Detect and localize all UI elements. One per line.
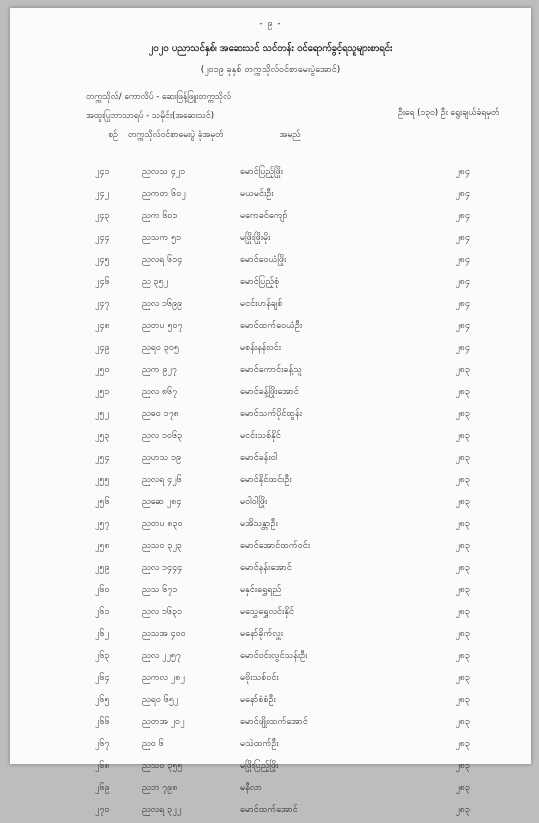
score: ၂၈၃ (455, 585, 470, 595)
row-number: ၂၆၇ (95, 739, 110, 749)
row-number: ၂၄၉ (95, 343, 110, 353)
roll-number: ညသ၀ ၃၂၃ (142, 541, 182, 551)
table-row (10, 603, 531, 625)
roll-number: ညတအ ၂၀၂ (142, 717, 185, 727)
row-number: ၂၅၅ (95, 475, 110, 485)
table-row (10, 691, 531, 713)
table-row (10, 383, 531, 405)
row-number: ၂၆၈ (95, 761, 110, 771)
roll-number: ညဓ၀ ၁၇၈ (142, 409, 179, 419)
student-name: မောင်အောင်ထက်ဝင်း (240, 541, 311, 551)
student-name: မဝါဝါဖြိုး (240, 497, 268, 507)
student-name: မောင်ဝေယံဖြိုး (240, 255, 287, 265)
student-name: မဖြိုးဖြိုးမိုး (240, 233, 271, 243)
row-number: ၂၄၄ (95, 233, 110, 243)
roll-number: ညရ၀ ၆၅၂ (142, 695, 179, 705)
score: ၂၈၃ (455, 475, 470, 485)
student-name: မောင်ပြည့်စုံ (240, 277, 280, 287)
row-number: ၂၆၃ (95, 651, 110, 661)
student-name: မကေခင်ကျော် (240, 211, 288, 221)
results-list (10, 163, 531, 823)
roll-number: ည ၃၅၂ (142, 277, 169, 287)
student-name: မောင်ကောင်းခန့်သူ (240, 365, 302, 375)
row-number: ၂၄၂ (95, 189, 109, 199)
student-name: မောင်နိုင်ထင်းဦး (240, 475, 292, 485)
row-number: ၂၆၉ (95, 783, 110, 793)
roll-number: ညလ ၁၀၆၃ (142, 431, 183, 441)
row-number: ၂၅၉ (95, 563, 110, 573)
score: ၂၈၄ (455, 211, 470, 221)
row-number: ၂၅၃ (95, 431, 110, 441)
score: ၂၈၃ (455, 453, 470, 463)
student-name: မောင်ခန်းဝါ (240, 453, 278, 463)
roll-number: ညလသ ၄၂၁ (142, 167, 186, 177)
table-row (10, 713, 531, 735)
roll-number: ညလရ ၆၁၄ (142, 255, 183, 265)
roll-column-header: တက္ကသိုလ်ဝင်စာမေးပွဲ ခုံအမှတ် (128, 130, 224, 140)
row-number: ၂၄၇ (95, 299, 110, 309)
table-row (10, 559, 531, 581)
roll-number: ညတပ ၅၀၇ (142, 321, 183, 331)
row-number: ၂၆၁ (95, 607, 110, 617)
score: ၂၈၃ (455, 387, 470, 397)
score: ၂၈၃ (455, 651, 470, 661)
student-name: မစန်းနန်းဝင်း (240, 343, 282, 353)
table-row (10, 537, 531, 559)
score: ၂၈၄ (455, 321, 470, 331)
score: ၂၈၃ (455, 805, 470, 815)
document-subtitle: (၂၀၁၉ ခုနှစ် တက္ကသိုလ်ဝင်စာမေးပွဲအောင်) (200, 65, 341, 75)
table-row (10, 229, 531, 251)
subject-line: အထူးပြုဘာသာရပ် - သမိုင်း(အဆေးသင်) (86, 111, 215, 121)
student-name: မောင်ဖျိုးထက်အောင် (240, 717, 308, 727)
table-row (10, 185, 531, 207)
student-name: မောင်ခန့်ဖြိုးအောင် (240, 387, 299, 397)
table-row (10, 647, 531, 669)
row-number: ၂၅၄ (95, 453, 110, 463)
table-row (10, 471, 531, 493)
roll-number: ညသ၀ ၃၅၅ (142, 761, 183, 771)
student-name: မဖြိုးပြည့်ဖြိုး (240, 761, 279, 771)
score: ၂၈၃ (455, 783, 470, 793)
score: ၂၈၃ (455, 541, 470, 551)
table-row (10, 669, 531, 691)
row-number: ၂၅၆ (95, 497, 110, 507)
table-row (10, 251, 531, 273)
row-number: ၂၄၆ (95, 277, 110, 287)
page-number: - ၉ - (259, 19, 282, 29)
roll-number: ညသအ ၄၀၀ (142, 629, 186, 639)
table-row (10, 449, 531, 471)
score: ၂၈၃ (455, 409, 470, 419)
score: ၂၈၃ (455, 519, 470, 529)
table-row (10, 207, 531, 229)
table-row (10, 427, 531, 449)
score: ၂၈၃ (455, 739, 470, 749)
roll-number: ညဝ ၆ (142, 739, 164, 749)
row-number: ၂၅၈ (95, 541, 110, 551)
roll-number: ညရ၀ ၃၀၅ (142, 343, 179, 353)
score: ၂၈၃ (455, 673, 470, 683)
table-row (10, 273, 531, 295)
roll-number: ညလ ၁၆၉၉ (142, 299, 183, 309)
roll-number: ညသ ၆၇၁ (142, 585, 178, 595)
score: ၂၈၃ (455, 365, 470, 375)
table-row (10, 757, 531, 779)
table-row (10, 493, 531, 515)
row-number: ၂၆၆ (95, 717, 110, 727)
row-number: ၂၄၅ (95, 255, 110, 265)
score: ၂၈၄ (455, 167, 470, 177)
roll-number: ညကတ ၆၀၂ (142, 189, 186, 199)
row-number: ၂၅၇ (95, 519, 110, 529)
row-number: ၂၇၀ (95, 805, 110, 815)
table-row (10, 801, 531, 823)
roll-number: ညတပ ၈၃၀ (142, 519, 183, 529)
score: ၂၈၃ (455, 695, 470, 705)
row-number: ၂၄၈ (95, 321, 110, 331)
score: ၂၈၄ (455, 189, 470, 199)
roll-number: ညက ၆၀၁ (142, 211, 178, 221)
roll-number: ညသက ၅၁ (142, 233, 182, 243)
roll-number: ညလ ၁၆၃၁ (142, 607, 183, 617)
roll-number: ညလ ၈၆၇ (142, 387, 178, 397)
roll-number: ညလ ၁၄၄၄ (142, 563, 183, 573)
student-name: မသွှေရွှေလင်းနိုင် (240, 607, 294, 617)
student-name: မယမင်းဦး (240, 189, 274, 199)
student-name: မအိသန္တာဦး (240, 519, 278, 529)
student-name: မနှင်းရွှေရည် (240, 585, 282, 595)
student-name: မသဲထက်ဦး (240, 739, 279, 749)
university-line: တက္ကသိုလ်/ ကောလိပ် - ဆေးဖြန့်ဖြူးတက္ကသိုလ် (86, 92, 232, 102)
roll-number: ညဆေ ၂၈၄ (142, 497, 182, 507)
table-row (10, 779, 531, 801)
score: ၂၈၃ (455, 431, 470, 441)
student-name: မနော်ခိုက်လှူး (240, 629, 283, 639)
student-name: မနီလာ (240, 783, 262, 793)
score: ၂၈၃ (455, 607, 470, 617)
student-name: မောင်ထက်ဝေယံဦး (240, 321, 303, 331)
row-number: ၂၅၁ (95, 387, 110, 397)
no-column-header: စဉ် (108, 130, 118, 140)
table-row (10, 317, 531, 339)
table-row (10, 735, 531, 757)
table-row (10, 515, 531, 537)
status-column-header: ဦးရေ (၁၃၀) ဦး ရွေးချယ်ခံရမှတ် (398, 108, 500, 118)
roll-number: ညလရ ၃၂၂ (142, 805, 182, 815)
student-name: မောင်နန်းအောင် (240, 563, 292, 573)
roll-number: ညကလ ၂၈၂ (142, 673, 185, 683)
score: ၂၈၄ (455, 299, 470, 309)
student-name: မောင်ထက်အောင် (240, 805, 298, 815)
roll-number: ညလရ ၄၂၆ (142, 475, 182, 485)
student-name: မငင်းသစ်နိုင် (240, 431, 281, 441)
table-row (10, 405, 531, 427)
row-number: ၂၅၂ (95, 409, 109, 419)
score: ၂၈၄ (455, 343, 470, 353)
student-name: မောင်သက်ပိုင်ထွန်း (240, 409, 302, 419)
document-page (10, 8, 531, 815)
student-name: မငင်းဟန်ချစ် (240, 299, 283, 309)
row-number: ၂၆၄ (95, 673, 110, 683)
row-number: ၂၆၂ (95, 629, 109, 639)
roll-number: ညက ၉၂၇ (142, 365, 177, 375)
score: ၂၈၃ (455, 497, 470, 507)
score: ၂၈၃ (455, 563, 470, 573)
student-name: မဗိုးသစ်ဝင်း (240, 673, 279, 683)
roll-number: ညဟသ ၁၉ (142, 453, 182, 463)
table-row (10, 295, 531, 317)
score: ၂၈၄ (455, 277, 470, 287)
row-number: ၂၅၀ (95, 365, 110, 375)
row-number: ၂၆၅ (95, 695, 110, 705)
table-row (10, 361, 531, 383)
row-number: ၂၄၁ (95, 167, 110, 177)
table-row (10, 339, 531, 361)
document-title: ၂၀၂၀ ပညာသင်နှစ်၊ အဆေးသင် သင်တန်း ဝင်ရောက်ခွင့်ရသူများစာရင်း (148, 43, 393, 54)
student-name: မောင်ဝင်းလွင်သန်းဦး (240, 651, 308, 661)
table-row (10, 581, 531, 603)
student-name: မနော်စံစံဦး (240, 695, 276, 705)
roll-number: ညလ ၂၂၅၇ (142, 651, 181, 661)
table-row (10, 625, 531, 647)
student-name: မောင်ပြည့်ဖြိုး (240, 167, 284, 177)
row-number: ၂၆၀ (95, 585, 110, 595)
score: ၂၈၄ (455, 255, 470, 265)
roll-number: ညဘ ၇၉၈ (142, 783, 178, 793)
row-number: ၂၄၃ (95, 211, 110, 221)
score: ၂၈၃ (455, 761, 470, 771)
score: ၂၈၃ (455, 717, 470, 727)
score: ၂၈၄ (455, 233, 470, 243)
score: ၂၈၃ (455, 629, 470, 639)
table-row (10, 163, 531, 185)
name-column-header: အမည် (279, 130, 301, 140)
